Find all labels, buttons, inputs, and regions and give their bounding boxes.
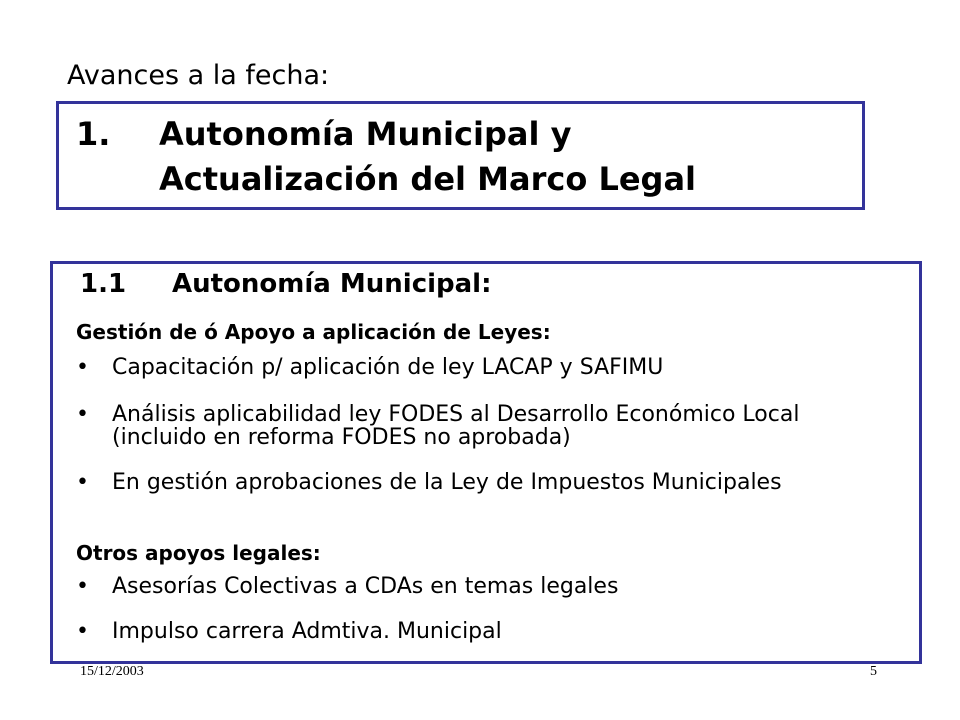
list-item xyxy=(76,620,896,643)
group-label-other: Otros apoyos legales: xyxy=(76,541,321,565)
footer-date: 15/12/2003 xyxy=(80,664,144,679)
bullet-icon: • xyxy=(76,574,89,599)
bullet-icon: • xyxy=(76,619,89,644)
group-label-laws: Gestión de ó Apoyo a aplicación de Leyes: xyxy=(76,320,551,344)
list-item-text: En gestión aprobaciones de la Ley de Impuestos Municipales xyxy=(112,470,782,495)
list-item xyxy=(76,471,896,494)
bullet-icon: • xyxy=(76,402,89,427)
list-item xyxy=(76,575,896,598)
bullet-icon: • xyxy=(76,355,89,380)
list-item-text: Análisis aplicabilidad ley FODES al Desarrollo Económico Local (incluido en reforma FODES no aprobada) xyxy=(112,402,800,450)
subsection-heading: Autonomía Municipal: xyxy=(172,269,492,299)
bullet-icon: • xyxy=(76,470,89,495)
page-number: 5 xyxy=(870,664,877,679)
title-number: 1. xyxy=(76,115,111,153)
list-item xyxy=(76,356,896,379)
intro-text: Avances a la fecha: xyxy=(67,60,330,91)
title-line-2: Actualización del Marco Legal xyxy=(159,160,696,198)
subsection-number: 1.1 xyxy=(80,269,127,299)
list-item-text: Asesorías Colectivas a CDAs en temas legales xyxy=(112,574,619,599)
list-item-text: Capacitación p/ aplicación de ley LACAP y SAFIMU xyxy=(112,355,664,380)
list-item xyxy=(76,403,896,449)
title-box xyxy=(56,101,865,210)
content-box xyxy=(50,261,922,664)
list-item-text: Impulso carrera Admtiva. Municipal xyxy=(112,619,502,644)
title-line-1: Autonomía Municipal y xyxy=(159,115,572,153)
